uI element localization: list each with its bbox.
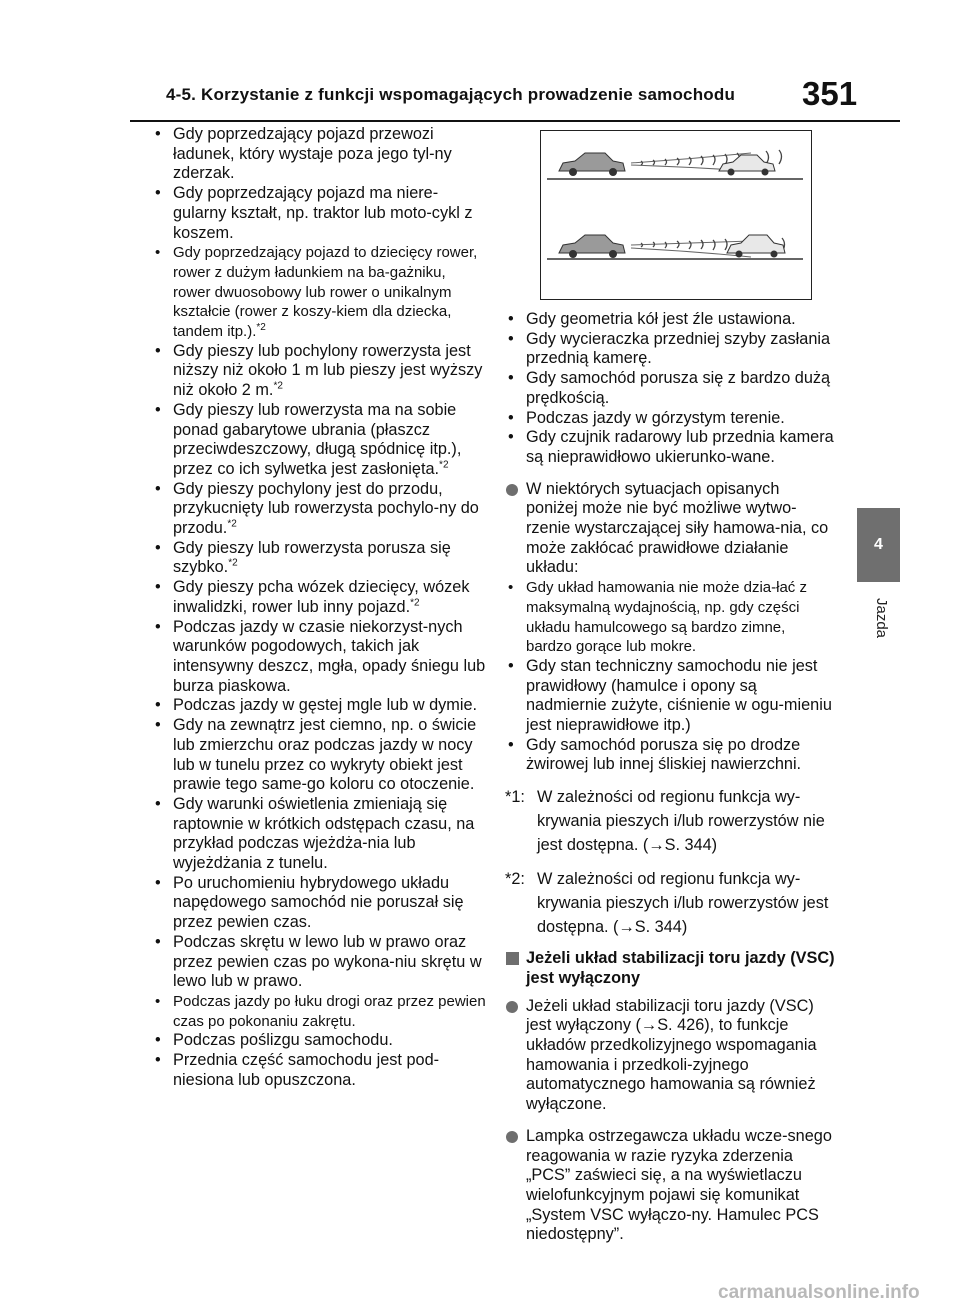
bullet-dot-icon: • — [155, 578, 161, 597]
bullet-text: Gdy poprzedzający pojazd przewozi ładunek, który wystaje poza jego tyl-ny zderzak. — [173, 125, 452, 183]
bullet-dot-icon: • — [155, 617, 161, 636]
bullet-dot-icon: • — [508, 369, 514, 388]
bullet-item — [152, 716, 487, 795]
bullet-item — [505, 409, 835, 429]
bullet-text: Gdy pieszy pcha wózek dziecięcy, wózek inwalidzki, rower lub inny pojazd. — [173, 578, 470, 616]
bullet-dot-icon: • — [508, 310, 514, 328]
bullet-item — [505, 578, 835, 657]
header-rule — [130, 120, 900, 122]
car-ahead-bottom-icon — [727, 235, 785, 258]
bullet-item — [152, 401, 487, 480]
bullet-dot-icon: • — [155, 696, 161, 715]
bullet-item — [152, 696, 487, 716]
bullet-dot-icon: • — [155, 184, 161, 203]
bullet-text: Gdy czujnik radarowy lub przednia kamera są nieprawidłowo ukierunko-wane. — [526, 428, 834, 466]
circle-bullet-icon — [506, 484, 518, 496]
chapter-tab[interactable] — [857, 508, 900, 582]
bullet-text: Podczas skrętu w lewo lub w prawo oraz przez pewien czas po wykona-niu skrętu w lewo lub w prawo. — [173, 932, 482, 991]
square-bullet-icon — [506, 952, 519, 965]
bullet-item — [152, 795, 487, 874]
bullet-dot-icon: • — [508, 329, 514, 348]
bullet-text: Podczas poślizgu samochodu. — [173, 1031, 393, 1050]
bullet-item — [152, 933, 487, 992]
bullet-text: Gdy pieszy pochylony jest do przodu, przykucnięty lub rowerzysta pochylo-ny do przodu. — [173, 479, 479, 538]
note-pcs-warning: Lampka ostrzegawcza układu wcze-snego reagowania w razie ryzyka zderzenia „PCS” zaświeci się, a na wyświetlaczu wielofunkcyjnym pojawi się komunikat „System VSC wyłączo-ny. Hamulec PCS niedostępny”. — [505, 1127, 835, 1245]
bullet-item — [152, 992, 487, 1031]
bullet-item — [505, 657, 835, 736]
footnote-ref: *2 — [439, 459, 449, 471]
bullet-dot-icon: • — [155, 400, 161, 419]
radar-detection-illustration — [540, 130, 812, 300]
bullet-dot-icon: • — [508, 579, 514, 597]
bullet-text: Gdy samochód porusza się po drodze żwirowej lub innej śliskiej nawierzchni. — [526, 735, 802, 774]
bullet-text: Gdy geometria kół jest źle ustawiona. — [526, 310, 796, 328]
bullet-item — [152, 342, 487, 401]
bullet-text: Gdy samochód porusza się z bardzo dużą prędkością. — [526, 369, 831, 407]
bullet-dot-icon: • — [155, 1051, 161, 1070]
bullet-dot-icon: • — [508, 408, 514, 427]
bullet-item — [152, 1051, 487, 1090]
bullet-text: Przednia część samochodu jest pod-niesiona lub opuszczona. — [173, 1051, 440, 1089]
header-title: 4-5. Korzystanie z funkcji wspomagających prowadzenie samochodu — [166, 85, 736, 104]
bullet-item — [152, 184, 487, 243]
car-following-bottom-icon — [559, 235, 625, 258]
bullet-text: Gdy pieszy lub rowerzysta porusza się szybko. — [173, 538, 451, 577]
bullet-text: Gdy poprzedzający pojazd to dziecięcy rower, rower z dużym ładunkiem na ba-gażniku, rower dwuosobowy lub rower o unikalnym kształcie (rower z koszy-kiem dla dziecka, tandem itp.). — [173, 244, 478, 341]
bullet-item — [152, 243, 487, 342]
bullet-dot-icon: • — [155, 479, 161, 498]
footnote-ref: *2 — [227, 518, 237, 530]
bullet-text: Gdy na zewnątrz jest ciemno, np. o świcie lub zmierzchu oraz podczas jazdy w nocy lub w tunelu przez co wykryty obiekt jest prawie tego same-go koloru co otoczenie. — [173, 716, 477, 794]
bullet-item — [505, 736, 835, 775]
car-following-top-icon — [559, 153, 625, 176]
note-braking-force: W niektórych sytuacjach opisanych poniżej może nie być możliwe wytwo-rzenie wystarczającej siły hamowa-nia, co może zakłócać prawidłowe działanie układu: — [505, 480, 835, 579]
right-column — [505, 310, 835, 1245]
bullet-dot-icon: • — [508, 656, 514, 675]
left-column — [152, 125, 487, 1090]
note-vsc-off: Jeżeli układ stabilizacji toru jazdy (VSC) jest wyłączony (→S. 426), to funkcje układów przedkolizyjnego wspomagania hamowania i przedkoli-zyjnego automatycznego hamowania są również wyłączone. — [505, 997, 835, 1115]
bullet-item — [152, 578, 487, 617]
bullet-dot-icon: • — [155, 1031, 161, 1050]
footnote-mark: *2: — [505, 870, 525, 889]
bullet-text: Gdy poprzedzający pojazd ma niere-gularny kształt, np. traktor lub moto-cykl z koszem. — [173, 184, 473, 242]
bullet-dot-icon: • — [155, 538, 161, 557]
watermark: carmanualsonline.info — [718, 1282, 920, 1303]
circle-bullet-icon — [506, 1131, 518, 1143]
bullet-item — [152, 874, 487, 933]
bullet-item — [152, 539, 487, 578]
bullet-item — [505, 369, 835, 408]
bullet-dot-icon: • — [155, 794, 161, 813]
bullet-text: Gdy pieszy lub pochylony rowerzysta jest niższy niż około 1 m lub pieszy jest wyższy niż około 2 m. — [173, 341, 483, 400]
bullet-item — [152, 618, 487, 697]
bullet-item — [505, 310, 835, 330]
chapter-number: 4 — [874, 536, 883, 553]
bullet-text: Gdy układ hamowania nie może dzia-łać z maksymalną wydajnością, np. gdy części układu hamulcowego są bardzo zimne, bardzo gorące lub mokre. — [526, 579, 807, 656]
footnote-ref: *2 — [228, 558, 238, 570]
bullet-dot-icon: • — [155, 873, 161, 892]
bullet-dot-icon: • — [155, 244, 161, 262]
footnote-mark: *1: — [505, 788, 525, 807]
bullet-dot-icon: • — [155, 992, 161, 1010]
bullet-item — [152, 480, 487, 539]
bullet-dot-icon: • — [155, 341, 161, 360]
footnote-text: W zależności od regionu funkcja wy-krywania pieszych i/lub rowerzystów nie jest dostępna. (→S. 344) — [537, 788, 825, 855]
section-heading-vsc: Jeżeli układ stabilizacji toru jazdy (VSC) jest wyłączony — [505, 949, 835, 988]
bullet-text: Gdy stan techniczny samochodu nie jest prawidłowy (hamulce i opony są nadmiernie zużyte, ciśnienie w ogu-mieniu jest nieprawidłowe itp.) — [526, 656, 832, 735]
bullet-dot-icon: • — [508, 428, 514, 447]
bullet-item — [505, 428, 835, 467]
bullet-text: Podczas jazdy w czasie niekorzyst-nych warunków pogodowych, takich jak intensywny deszcz, mgła, opady śniegu lub burza piaskowa. — [173, 617, 486, 695]
bullet-item — [505, 330, 835, 369]
chapter-label: Jazda — [873, 598, 890, 639]
bullet-dot-icon: • — [155, 716, 161, 735]
bullet-text: Gdy wycieraczka przedniej szyby zasłania przednią kamerę. — [526, 329, 831, 368]
bullet-item — [152, 1031, 487, 1051]
bullet-text: Podczas jazdy w górzystym terenie. — [526, 408, 785, 427]
footnote — [505, 867, 835, 939]
footnote-ref: *2 — [256, 322, 266, 334]
bullet-text: Gdy warunki oświetlenia zmieniają się raptownie w krótkich odstępach czasu, na przykład podczas wjeżdża-nia lub wyjeżdżania z tunelu. — [173, 794, 475, 873]
bullet-item — [152, 125, 487, 184]
bullet-dot-icon: • — [508, 735, 514, 754]
circle-bullet-icon — [506, 1001, 518, 1013]
footnote-ref: *2 — [273, 380, 283, 392]
bullet-text: Gdy pieszy lub rowerzysta ma na sobie ponad gabarytowe ubrania (płaszcz przeciwdeszczowy, długą spódnicę itp.), przez co ich sylwetka jest zasłonięta. — [173, 400, 462, 478]
bullet-dot-icon: • — [155, 932, 161, 951]
illustration-svg — [541, 131, 811, 299]
footnote-text: W zależności od regionu funkcja wy-krywania pieszych i/lub rowerzystów jest dostępna. (→S. 344) — [537, 870, 829, 937]
bullet-text: Po uruchomieniu hybrydowego układu napędowego samochód nie poruszał się przez pewien czas. — [173, 873, 464, 932]
bullet-dot-icon: • — [155, 125, 161, 143]
page-number: 351 — [802, 75, 858, 112]
bullet-text: Podczas jazdy w gęstej mgle lub w dymie. — [173, 696, 478, 715]
footnote — [505, 785, 835, 857]
footnote-ref: *2 — [410, 597, 420, 609]
bullet-text: Podczas jazdy po łuku drogi oraz przez pewien czas po pokonaniu zakrętu. — [173, 992, 486, 1030]
